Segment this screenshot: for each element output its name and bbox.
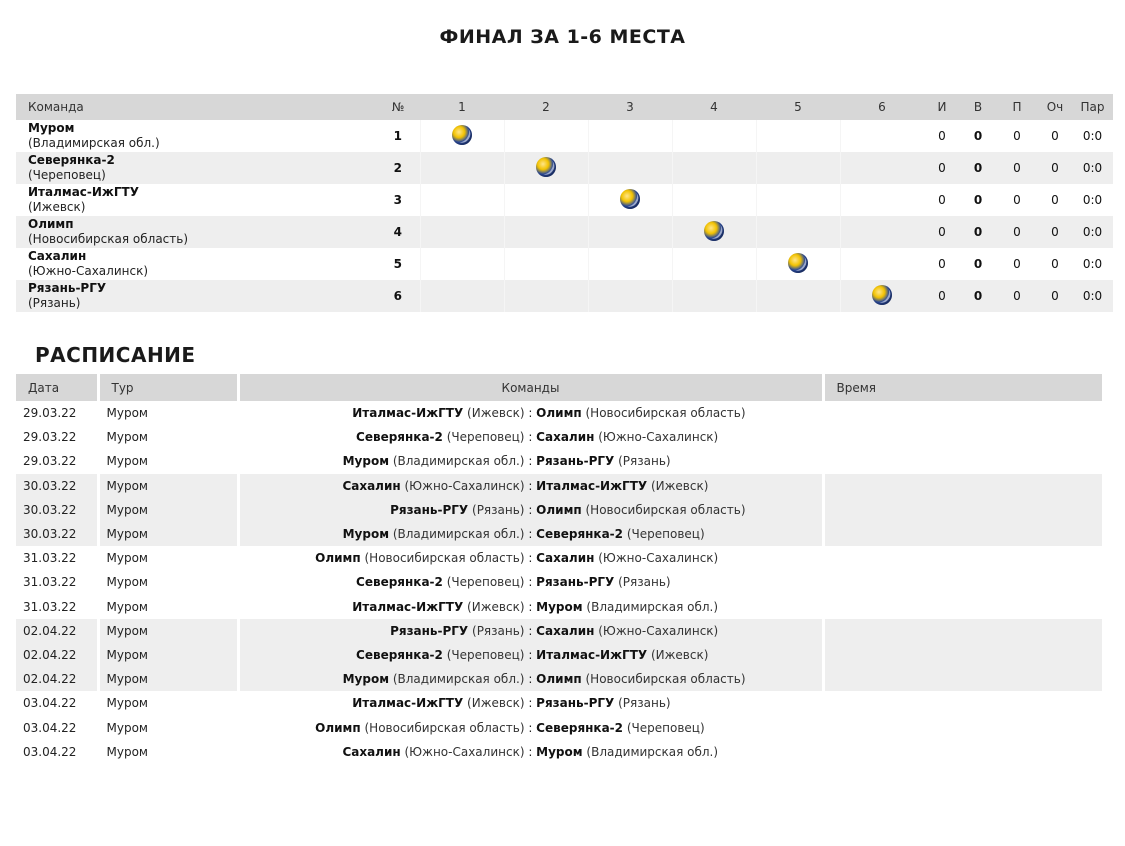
match-time — [823, 570, 1102, 594]
match-time — [823, 691, 1102, 715]
home-team[interactable]: Италмас-ИжГТУ — [352, 599, 464, 614]
points-value: 0 — [1038, 280, 1072, 312]
match-cell — [756, 184, 840, 216]
match-teams: Муром (Владимирская обл.) : Рязань-РГУ (Рязань) — [238, 449, 823, 473]
header-games: И — [924, 94, 960, 120]
match-cell — [588, 248, 672, 280]
match-cell — [840, 184, 924, 216]
away-city: (Южно-Сахалинск) — [598, 430, 719, 445]
match-tour: Муром — [98, 740, 238, 764]
header-c3: 3 — [588, 94, 672, 120]
sets-value: 0:0 — [1072, 152, 1113, 184]
away-team[interactable]: Италмас-ИжГТУ — [536, 647, 648, 662]
match-tour: Муром — [98, 570, 238, 594]
team-cell — [16, 216, 376, 248]
match-date: 29.03.22 — [16, 449, 98, 473]
match-time — [823, 546, 1102, 570]
away-team[interactable]: Рязань-РГУ — [536, 575, 615, 590]
match-teams: Муром (Владимирская обл.) : Олимп (Новосибирская область) — [238, 667, 823, 691]
match-teams: Северянка-2 (Череповец) : Рязань-РГУ (Рязань) — [238, 570, 823, 594]
page-title: ФИНАЛ ЗА 1-6 МЕСТА — [439, 26, 686, 48]
match-cell — [420, 216, 504, 248]
away-team[interactable]: Италмас-ИжГТУ — [536, 478, 648, 493]
schedule-title: РАСПИСАНИЕ — [35, 343, 196, 367]
home-team[interactable]: Муром — [342, 454, 390, 469]
away-city: (Череповец) — [626, 720, 705, 735]
away-team[interactable]: Сахалин — [536, 551, 595, 566]
home-team[interactable]: Рязань-РГУ — [390, 623, 469, 638]
points-value: 0 — [1038, 152, 1072, 184]
away-city: (Владимирская обл.) — [586, 599, 719, 614]
match-tour: Муром — [98, 449, 238, 473]
match-cell — [420, 248, 504, 280]
away-city: (Новосибирская область) — [585, 502, 746, 517]
team-name[interactable]: Сахалин — [28, 249, 87, 263]
match-cell — [840, 152, 924, 184]
volleyball-icon — [452, 125, 472, 145]
match-time — [823, 401, 1102, 425]
away-team[interactable]: Рязань-РГУ — [536, 696, 615, 711]
volleyball-icon — [704, 221, 724, 241]
match-date: 30.03.22 — [16, 474, 98, 498]
away-city: (Ижевск) — [650, 647, 709, 662]
header-team: Команда — [16, 94, 376, 120]
match-date: 30.03.22 — [16, 498, 98, 522]
home-city: (Ижевск) — [467, 696, 525, 711]
schedule-row — [16, 498, 1102, 522]
match-date: 31.03.22 — [16, 546, 98, 570]
points-value: 0 — [1051, 129, 1059, 143]
standings-row — [16, 120, 1113, 152]
diagonal-cell — [420, 120, 504, 152]
match-time — [823, 522, 1102, 546]
losses-value: 0 — [996, 280, 1038, 312]
match-teams: Северянка-2 (Череповец) : Сахалин (Южно-Сахалинск) — [238, 425, 823, 449]
schedule-row — [16, 667, 1102, 691]
team-cell — [16, 120, 376, 152]
wins-value: 0 — [960, 216, 996, 248]
match-tour: Муром — [98, 425, 238, 449]
header-c2: 2 — [504, 94, 588, 120]
header-sets: Пар — [1072, 94, 1113, 120]
match-cell — [588, 120, 672, 152]
schedule-row — [16, 595, 1102, 619]
volleyball-icon — [788, 253, 808, 273]
match-teams: Италмас-ИжГТУ (Ижевск) : Муром (Владимирская обл.) — [238, 595, 823, 619]
home-team[interactable]: Северянка-2 — [356, 575, 443, 590]
schedule-row — [16, 425, 1102, 449]
games-value: 0 — [938, 129, 946, 143]
match-cell — [504, 120, 588, 152]
home-team[interactable]: Рязань-РГУ — [390, 502, 469, 517]
header-date: Дата — [16, 374, 98, 401]
match-date: 03.04.22 — [16, 715, 98, 739]
away-team[interactable]: Сахалин — [536, 430, 595, 445]
match-date: 02.04.22 — [16, 643, 98, 667]
match-teams: Италмас-ИжГТУ (Ижевск) : Олимп (Новосибирская область) — [238, 401, 823, 425]
match-tour: Муром — [98, 643, 238, 667]
match-tour: Муром — [98, 667, 238, 691]
match-cell — [504, 280, 588, 312]
match-cell — [588, 152, 672, 184]
match-teams: Рязань-РГУ (Рязань) : Сахалин (Южно-Сахалинск) — [238, 619, 823, 643]
volleyball-icon — [620, 189, 640, 209]
team-number: 3 — [393, 193, 402, 207]
away-team[interactable]: Муром — [536, 599, 583, 614]
games-value: 0 — [924, 280, 960, 312]
match-cell — [756, 280, 840, 312]
sets-value: 0:0 — [1072, 216, 1113, 248]
losses-value: 0 — [1013, 193, 1021, 207]
match-tour: Муром — [98, 715, 238, 739]
match-tour: Муром — [98, 522, 238, 546]
home-team[interactable]: Северянка-2 — [356, 647, 443, 662]
match-cell — [420, 184, 504, 216]
points-value: 0 — [1051, 257, 1059, 271]
match-teams: Сахалин (Южно-Сахалинск) : Муром (Владимирская обл.) — [238, 740, 823, 764]
team-cell — [16, 280, 376, 312]
games-value: 0 — [938, 193, 946, 207]
sets-value: 0:0 — [1082, 257, 1103, 271]
match-date: 30.03.22 — [16, 522, 98, 546]
sets-value: 0:0 — [1072, 280, 1113, 312]
away-team[interactable]: Сахалин — [536, 623, 595, 638]
header-c1: 1 — [420, 94, 504, 120]
home-city: (Рязань) — [472, 623, 525, 638]
match-time — [823, 449, 1102, 473]
schedule-row — [16, 619, 1102, 643]
match-time — [823, 474, 1102, 498]
match-teams: Олимп (Новосибирская область) : Северянка-2 (Череповец) — [238, 715, 823, 739]
match-cell — [756, 216, 840, 248]
home-city: (Владимирская обл.) — [392, 672, 525, 687]
losses-value: 0 — [1013, 257, 1021, 271]
team-city: (Владимирская обл.) — [28, 136, 160, 150]
standings-row — [16, 280, 1113, 312]
volleyball-icon — [536, 157, 556, 177]
match-time — [823, 595, 1102, 619]
points-value: 0 — [1038, 216, 1072, 248]
match-tour: Муром — [98, 546, 238, 570]
match-tour: Муром — [98, 498, 238, 522]
volleyball-icon — [872, 285, 892, 305]
schedule-row — [16, 740, 1102, 764]
match-cell — [588, 280, 672, 312]
team-city: (Ижевск) — [28, 200, 86, 214]
match-teams: Сахалин (Южно-Сахалинск) : Италмас-ИжГТУ (Ижевск) — [238, 474, 823, 498]
team-city: (Рязань) — [28, 296, 81, 310]
away-city: (Южно-Сахалинск) — [598, 623, 719, 638]
diagonal-cell — [756, 248, 840, 280]
games-value: 0 — [924, 152, 960, 184]
team-name[interactable]: Муром — [28, 121, 75, 135]
match-cell — [588, 216, 672, 248]
header-wins: В — [960, 94, 996, 120]
wins-value: 0 — [973, 257, 983, 271]
sets-value: 0:0 — [1082, 193, 1103, 207]
header-losses: П — [996, 94, 1038, 120]
match-tour: Муром — [98, 474, 238, 498]
away-team[interactable]: Олимп — [536, 406, 582, 421]
away-city: (Ижевск) — [650, 478, 709, 493]
home-city: (Новосибирская область) — [364, 720, 525, 735]
match-teams: Муром (Владимирская обл.) : Северянка-2 (Череповец) — [238, 522, 823, 546]
team-number: 2 — [376, 152, 420, 184]
home-city: (Череповец) — [446, 575, 525, 590]
header-teams: Команды — [238, 374, 823, 401]
standings-row — [16, 216, 1113, 248]
home-city: (Череповец) — [446, 430, 525, 445]
match-cell — [672, 280, 756, 312]
team-number: 1 — [393, 129, 402, 143]
match-cell — [420, 280, 504, 312]
match-date: 31.03.22 — [16, 595, 98, 619]
schedule-table — [16, 374, 1102, 764]
away-team[interactable]: Северянка-2 — [536, 527, 624, 542]
home-team[interactable]: Муром — [342, 527, 390, 542]
home-team[interactable]: Олимп — [315, 720, 361, 735]
match-cell — [756, 120, 840, 152]
match-date: 31.03.22 — [16, 570, 98, 594]
home-city: (Южно-Сахалинск) — [404, 478, 525, 493]
match-cell — [672, 248, 756, 280]
match-cell — [672, 152, 756, 184]
away-team[interactable]: Рязань-РГУ — [536, 454, 615, 469]
diagonal-cell — [840, 280, 924, 312]
diagonal-cell — [672, 216, 756, 248]
standings-row — [16, 152, 1113, 184]
home-team[interactable]: Италмас-ИжГТУ — [352, 406, 464, 421]
wins-value: 0 — [973, 129, 983, 143]
losses-value: 0 — [996, 152, 1038, 184]
header-c5: 5 — [756, 94, 840, 120]
match-date: 29.03.22 — [16, 401, 98, 425]
header-num: № — [376, 94, 420, 120]
standings-header-row — [16, 94, 1113, 120]
schedule-row — [16, 570, 1102, 594]
team-name[interactable]: Олимп — [28, 217, 74, 231]
match-cell — [672, 184, 756, 216]
home-team[interactable]: Северянка-2 — [356, 430, 443, 445]
header-tour: Тур — [98, 374, 238, 401]
match-cell — [756, 152, 840, 184]
home-team[interactable]: Италмас-ИжГТУ — [352, 696, 464, 711]
away-team[interactable]: Олимп — [536, 502, 582, 517]
match-time — [823, 498, 1102, 522]
match-tour: Муром — [98, 595, 238, 619]
team-city: (Новосибирская область) — [28, 232, 189, 246]
home-team[interactable]: Олимп — [315, 551, 361, 566]
header-points: Оч — [1038, 94, 1072, 120]
schedule-row — [16, 691, 1102, 715]
match-cell — [840, 216, 924, 248]
match-time — [823, 425, 1102, 449]
losses-value: 0 — [996, 216, 1038, 248]
match-tour: Муром — [98, 401, 238, 425]
match-time — [823, 643, 1102, 667]
match-tour: Муром — [98, 619, 238, 643]
match-teams: Италмас-ИжГТУ (Ижевск) : Рязань-РГУ (Рязань) — [238, 691, 823, 715]
match-time — [823, 667, 1102, 691]
wins-value: 0 — [973, 193, 983, 207]
schedule-row — [16, 522, 1102, 546]
team-cell — [16, 184, 376, 216]
games-value: 0 — [924, 216, 960, 248]
diagonal-cell — [588, 184, 672, 216]
match-date: 02.04.22 — [16, 619, 98, 643]
wins-value: 0 — [960, 152, 996, 184]
team-cell — [16, 152, 376, 184]
schedule-row — [16, 643, 1102, 667]
home-team[interactable]: Сахалин — [342, 478, 401, 493]
away-team[interactable]: Муром — [536, 744, 583, 759]
sets-value: 0:0 — [1082, 129, 1103, 143]
match-cell — [504, 216, 588, 248]
away-city: (Новосибирская область) — [585, 672, 746, 687]
header-c6: 6 — [840, 94, 924, 120]
standings-row — [16, 248, 1113, 280]
away-city: (Рязань) — [618, 454, 671, 469]
header-c4: 4 — [672, 94, 756, 120]
home-city: (Ижевск) — [467, 406, 525, 421]
home-team[interactable]: Сахалин — [342, 744, 401, 759]
match-cell — [840, 120, 924, 152]
schedule-row — [16, 546, 1102, 570]
diagonal-cell — [504, 152, 588, 184]
match-time — [823, 619, 1102, 643]
away-city: (Владимирская обл.) — [586, 744, 719, 759]
away-city: (Рязань) — [618, 575, 671, 590]
match-cell — [420, 152, 504, 184]
match-teams: Олимп (Новосибирская область) : Сахалин (Южно-Сахалинск) — [238, 546, 823, 570]
home-city: (Владимирская обл.) — [392, 454, 525, 469]
wins-value: 0 — [960, 280, 996, 312]
match-teams: Северянка-2 (Череповец) : Италмас-ИжГТУ (Ижевск) — [238, 643, 823, 667]
team-name[interactable]: Италмас-ИжГТУ — [28, 185, 139, 199]
losses-value: 0 — [1013, 129, 1021, 143]
match-cell — [504, 184, 588, 216]
schedule-row — [16, 474, 1102, 498]
schedule-row — [16, 401, 1102, 425]
schedule-row — [16, 715, 1102, 739]
match-cell — [504, 248, 588, 280]
standings-row — [16, 184, 1113, 216]
team-city: (Череповец) — [28, 168, 106, 182]
away-city: (Череповец) — [626, 527, 705, 542]
away-city: (Рязань) — [618, 696, 671, 711]
match-tour: Муром — [98, 691, 238, 715]
match-date: 29.03.22 — [16, 425, 98, 449]
away-team[interactable]: Северянка-2 — [536, 720, 624, 735]
team-number: 5 — [393, 257, 402, 271]
schedule-header-row — [16, 374, 1102, 401]
team-city: (Южно-Сахалинск) — [28, 264, 148, 278]
match-date: 03.04.22 — [16, 740, 98, 764]
match-cell — [840, 248, 924, 280]
header-time: Время — [823, 374, 1102, 401]
home-city: (Рязань) — [472, 502, 525, 517]
standings-table — [16, 94, 1114, 312]
home-city: (Владимирская обл.) — [392, 527, 525, 542]
away-city: (Южно-Сахалинск) — [598, 551, 719, 566]
away-city: (Новосибирская область) — [585, 406, 746, 421]
match-teams: Рязань-РГУ (Рязань) : Олимп (Новосибирская область) — [238, 498, 823, 522]
team-name[interactable]: Рязань-РГУ — [28, 281, 107, 295]
team-cell — [16, 248, 376, 280]
match-date: 03.04.22 — [16, 691, 98, 715]
home-city: (Новосибирская область) — [364, 551, 525, 566]
match-time — [823, 740, 1102, 764]
match-cell — [672, 120, 756, 152]
away-team[interactable]: Олимп — [536, 672, 582, 687]
team-number: 4 — [376, 216, 420, 248]
home-city: (Ижевск) — [467, 599, 525, 614]
home-city: (Череповец) — [446, 647, 525, 662]
home-city: (Южно-Сахалинск) — [404, 744, 525, 759]
games-value: 0 — [938, 257, 946, 271]
schedule-row — [16, 449, 1102, 473]
match-time — [823, 715, 1102, 739]
points-value: 0 — [1051, 193, 1059, 207]
team-number: 6 — [376, 280, 420, 312]
team-name[interactable]: Северянка-2 — [28, 153, 115, 167]
match-date: 02.04.22 — [16, 667, 98, 691]
home-team[interactable]: Муром — [342, 672, 390, 687]
